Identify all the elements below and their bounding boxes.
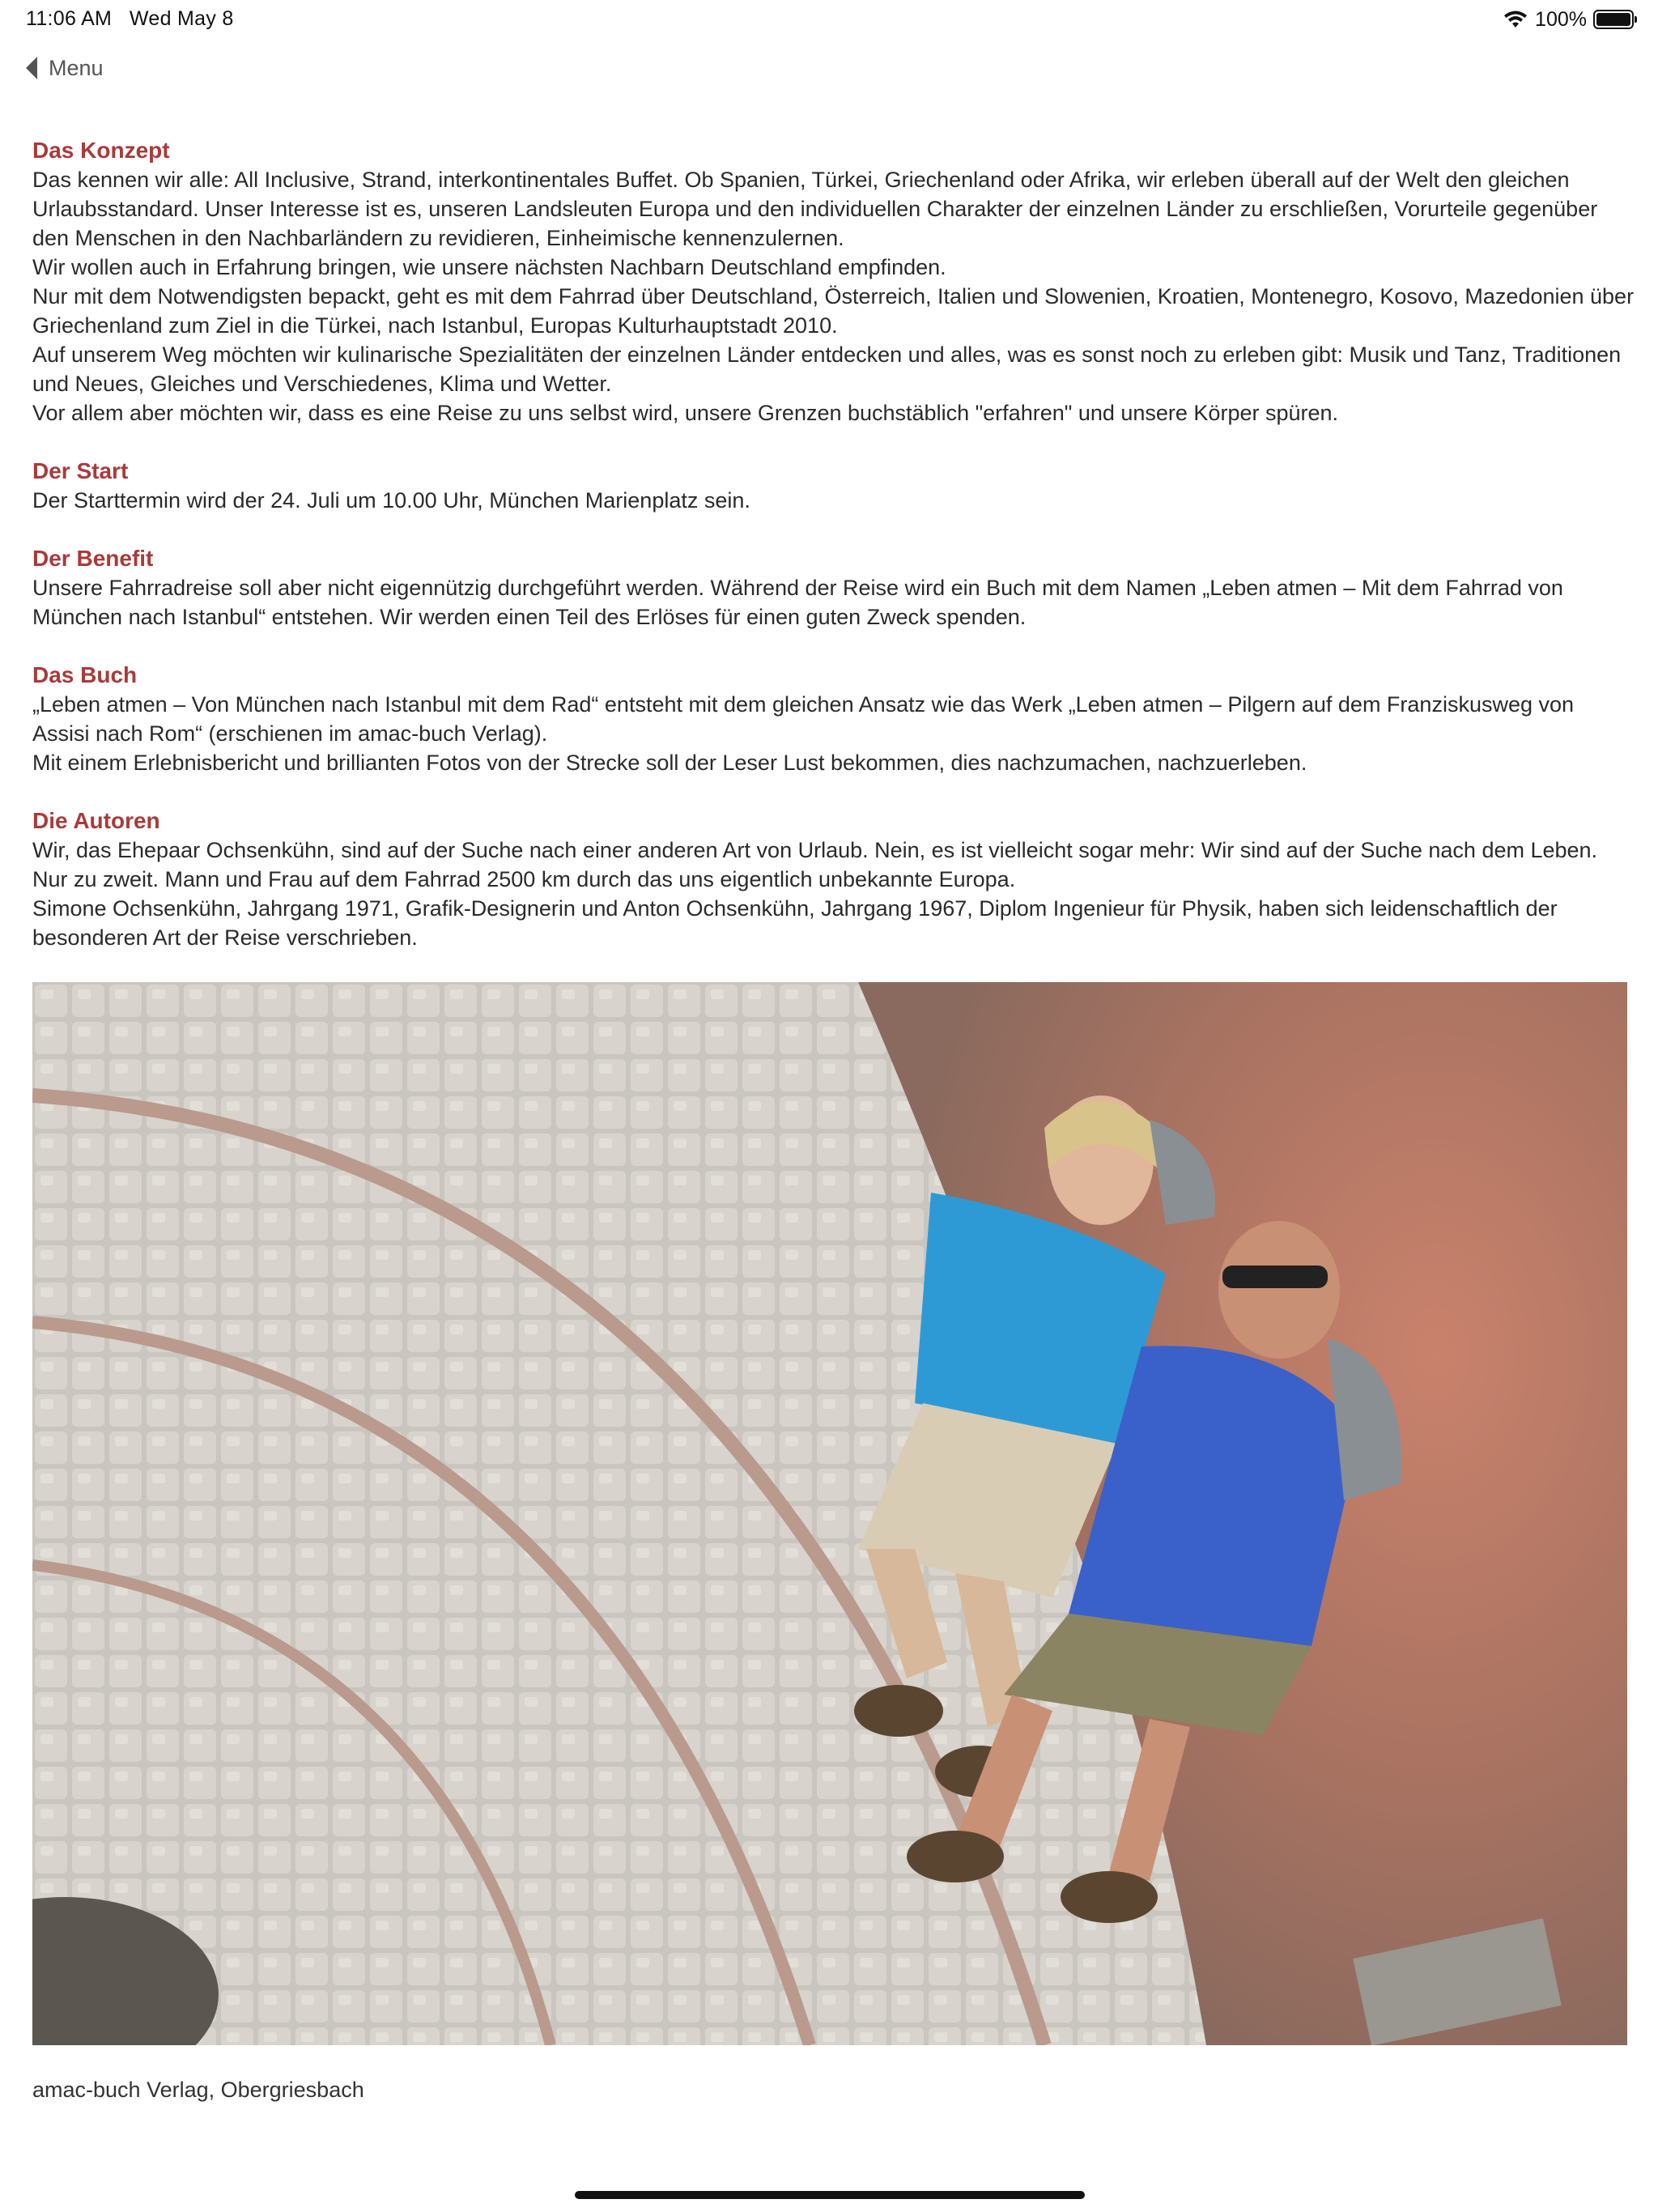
back-button-label: Menu: [49, 55, 104, 80]
section-paragraph: Wir wollen auch in Erfahrung bringen, wie unsere nächsten Nachbarn Deutschland empfinden.: [32, 255, 946, 279]
section-4: [32, 806, 1635, 952]
section-3: [32, 661, 1635, 777]
section-paragraph: Unsere Fahrradreise soll aber nicht eigennützig durchgeführt werden. Während der Reise wird ein Buch mit dem Namen „Leben atmen – Mit dem Fahrrad von München nach Istanbul“ entstehen. Wir werden einen Teil des Erlöses für einen guten Zweck spenden.: [32, 576, 1563, 629]
section-title: Die Autoren: [32, 808, 160, 833]
section-paragraph: Mit einem Erlebnisbericht und brillianten Fotos von der Strecke soll der Leser Lust bekommen, dies nachzumachen, nachzuerleben.: [32, 751, 1307, 775]
section-paragraph: Wir, das Ehepaar Ochsenkühn, sind auf der Suche nach einer anderen Art von Urlaub. Nein, es ist vielleicht sogar mehr: Wir sind auf der Suche nach dem Leben. Nur zu zweit. Mann und Frau auf dem Fahrrad 2500 km durch das uns eigentlich unbekannte Europa.: [32, 838, 1598, 891]
photo-of-two-hikers: [32, 982, 1627, 2045]
section-1: [32, 457, 1635, 515]
section-title: Der Benefit: [32, 546, 154, 571]
wifi-icon: [1503, 10, 1528, 29]
section-paragraph: „Leben atmen – Von München nach Istanbul mit dem Rad“ entsteht mit dem gleichen Ansatz wie das Werk „Leben atmen – Pilgern auf dem Franziskusweg von Assisi nach Rom“ (erschienen im amac-buch Verlag).: [32, 692, 1575, 746]
home-indicator[interactable]: [575, 2191, 1085, 2199]
hikers-photo: [32, 982, 1627, 2045]
section-title: Der Start: [32, 458, 129, 483]
battery-percentage: 100%: [1535, 7, 1587, 31]
status-date: Wed May 8: [129, 7, 234, 30]
status-clock: 11:06 AM: [26, 7, 113, 30]
section-paragraph: Der Starttermin wird der 24. Juli um 10.00 Uhr, München Marienplatz sein.: [32, 488, 750, 513]
section-2: [32, 544, 1635, 632]
battery-icon: [1593, 10, 1634, 29]
section-title: Das Buch: [32, 662, 138, 687]
status-bar: [0, 0, 1658, 39]
section-title: Das Konzept: [32, 138, 170, 163]
back-button[interactable]: [23, 53, 104, 83]
article-content: [32, 136, 1635, 981]
status-time: [26, 7, 234, 31]
section-paragraph: Auf unserem Weg möchten wir kulinarische Spezialitäten der einzelnen Länder entdecken und alles, was es sonst noch zu erleben gibt: Musik und Tanz, Traditionen und Neues, Gleiches und Verschiedenes, Klima und Wetter.: [32, 342, 1622, 396]
section-paragraph: Das kennen wir alle: All Inclusive, Strand, interkontinentales Buffet. Ob Spanien, Türkei, Griechenland oder Afrika, wir erleben überall auf der Welt den gleichen Urlaubsstandard. Unser Interesse ist es, unseren Landsleuten Europa und den individuellen Charakter der einzelnen Länder zu erschließen, Vorurteile gegenüber den Menschen in den Nachbarländern zu revidieren, Einheimische kennenzulernen.: [32, 168, 1598, 250]
status-indicators: [1503, 7, 1634, 32]
section-paragraph: Vor allem aber möchten wir, dass es eine Reise zu uns selbst wird, unsere Grenzen buchstäblich "erfahren" und unsere Körper spüren.: [32, 401, 1339, 425]
section-0: [32, 136, 1635, 428]
section-paragraph: Simone Ochsenkühn, Jahrgang 1971, Grafik-Designerin und Anton Ochsenkühn, Jahrgang 1967, Diplom Ingenieur für Physik, haben sich leidenschaftlich der besonderen Art der Reise verschrieben.: [32, 896, 1558, 950]
chevron-left-icon: [23, 55, 40, 81]
section-paragraph: Nur mit dem Notwendigsten bepackt, geht es mit dem Fahrrad über Deutschland, Österreich, Italien und Slowenien, Kroatien, Montenegro, Kosovo, Mazedonien über Griechenland zum Ziel in die Türkei, nach Istanbul, Europas Kulturhauptstadt 2010.: [32, 284, 1635, 338]
footer-publisher: amac-buch Verlag, Obergriesbach: [32, 2078, 364, 2102]
